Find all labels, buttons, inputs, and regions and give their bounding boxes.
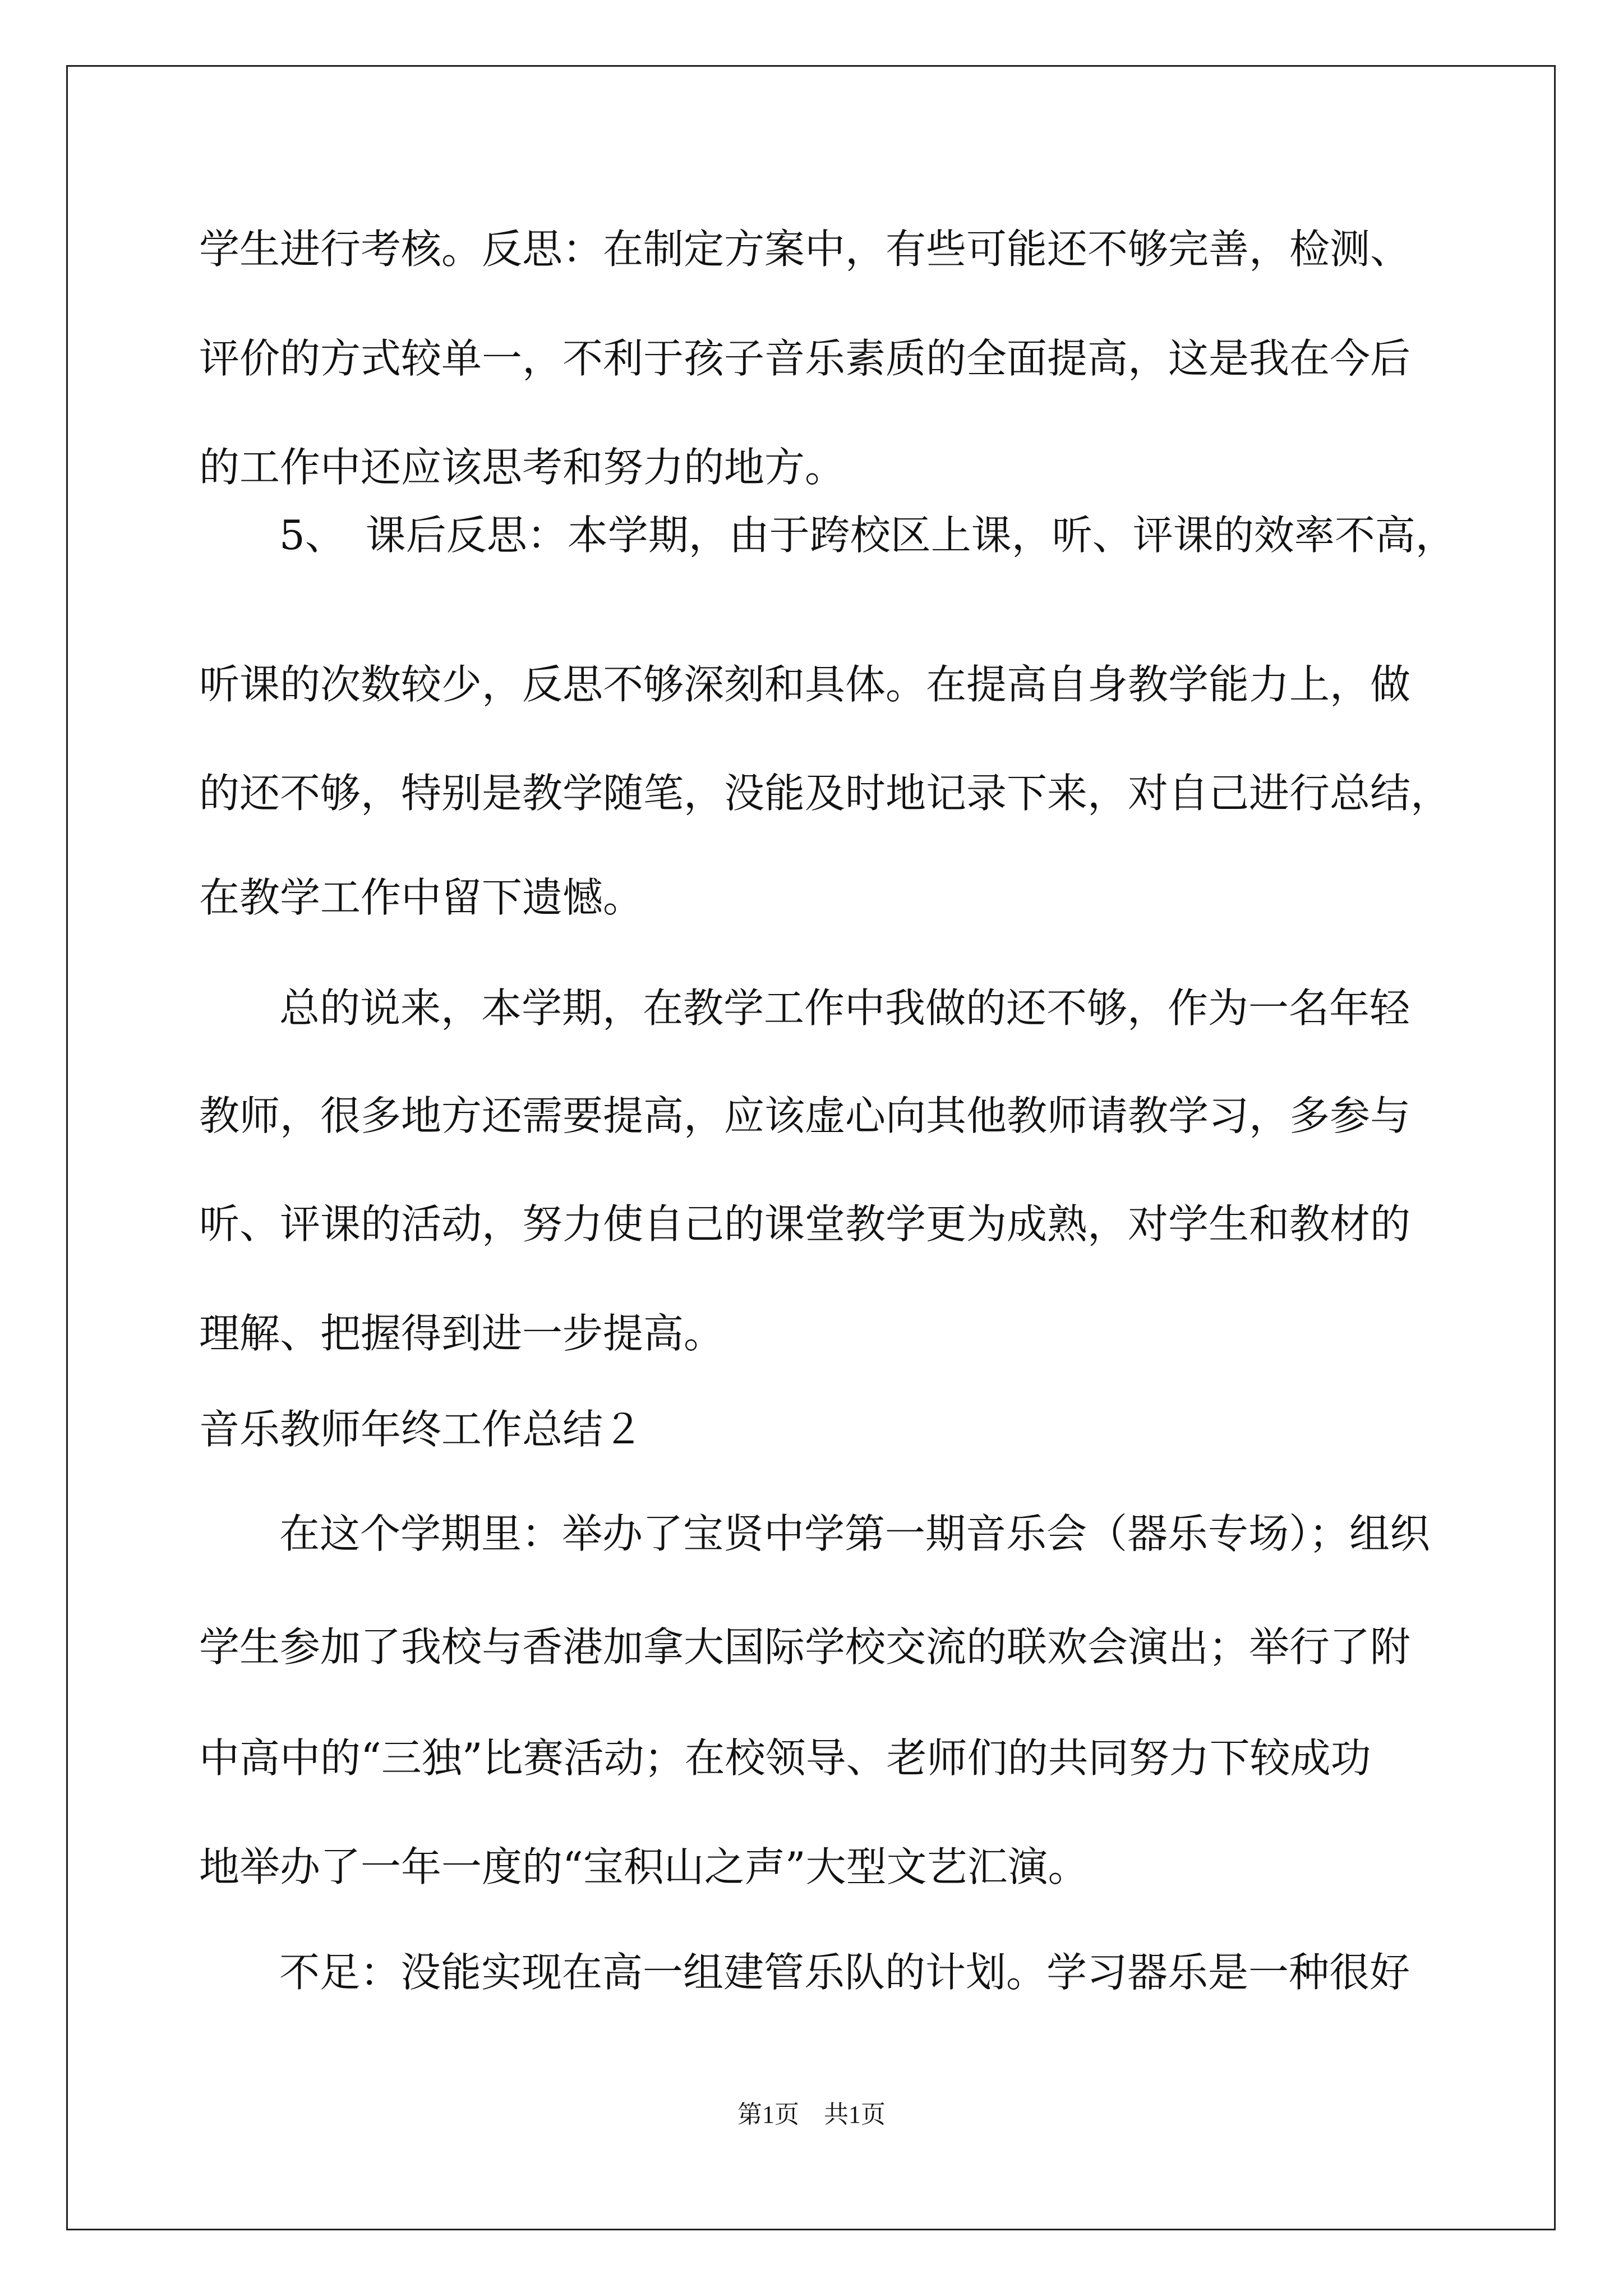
text-line: 听课的次数较少，反思不够深刻和具体。在提高自身教学能力上，做 (199, 661, 1411, 708)
text-line: 理解、把握得到进一步提高。 (199, 1310, 725, 1357)
page-border (66, 65, 1556, 2230)
text-line: 听、评课的活动，努力使自己的课堂教学更为成熟，对学生和教材的 (199, 1200, 1411, 1248)
text-line: 学生进行考核。反思：在制定方案中，有些可能还不够完善，检测、 (199, 226, 1411, 273)
text-line: 总的说来，本学期，在教学工作中我做的还不够，作为一名年轻 (279, 984, 1410, 1032)
text-line: 学生参加了我校与香港加拿大国际学校交流的联欢会演出；举行了附 (199, 1623, 1411, 1671)
section-heading: 音乐教师年终工作总结２ (199, 1406, 644, 1453)
text-line: 不足：没能实现在高一组建管乐队的计划。学习器乐是一种很好 (279, 1949, 1410, 1996)
text-line: 教师，很多地方还需要提高，应该虚心向其他教师请教学习，多参与 (199, 1092, 1411, 1139)
text-line: 5、 课后反思：本学期，由于跨校区上课，听、评课的效率不高， (279, 512, 1456, 559)
text-line: 地举办了一年一度的“宝积山之声”大型文艺汇演。 (199, 1843, 1089, 1890)
text-line: 中高中的“三独”比赛活动；在校领导、老师们的共同努力下较成功 (199, 1734, 1371, 1782)
page-number-footer: 第1页 共1页 (737, 2101, 886, 2128)
text-line: 评价的方式较单一，不利于孩子音乐素质的全面提高，这是我在今后 (199, 335, 1411, 382)
text-line: 在这个学期里：举办了宝贤中学第一期音乐会（器乐专场）；组织 (279, 1510, 1431, 1557)
text-line: 的还不够，特别是教学随笔，没能及时地记录下来，对自己进行总结， (199, 770, 1451, 817)
text-line: 在教学工作中留下遗憾。 (199, 874, 644, 921)
text-line: 的工作中还应该思考和努力的地方。 (199, 444, 846, 491)
